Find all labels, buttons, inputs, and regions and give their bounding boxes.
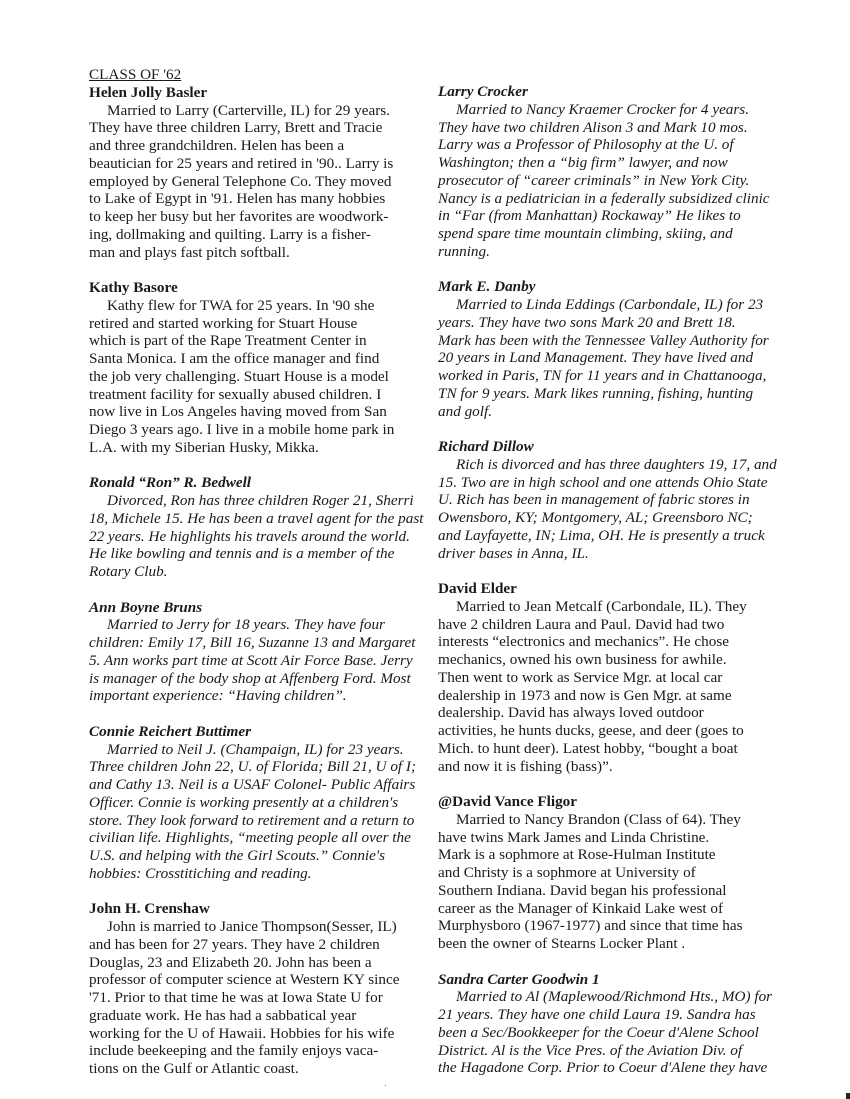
- bio-line: now live in Los Angeles having moved from San: [89, 403, 387, 421]
- bio-line: to Lake of Egypt in '91. Helen has many hobbies: [89, 190, 386, 208]
- bio-line: He like bowling and tennis and is a member of the: [89, 545, 395, 563]
- bio-line: Southern Indiana. David began his professional: [438, 881, 727, 899]
- classmate-name: Ann Boyne Bruns: [89, 598, 203, 616]
- classmate-entry: [438, 580, 778, 775]
- bio-line: employed by General Telephone Co. They moved: [89, 172, 392, 190]
- bio-line: include beekeeping and the family enjoys vaca-: [89, 1042, 379, 1060]
- left-entries: [89, 84, 429, 1078]
- bio-line: Then went to work as Service Mgr. at local car: [438, 668, 723, 686]
- bio-line: They have two children Alison 3 and Mark 10 mos.: [438, 118, 748, 136]
- bio-line: 18, Michele 15. He has been a travel agent for the past: [89, 509, 424, 527]
- bio-line: Santa Monica. I am the office manager and find: [89, 350, 380, 367]
- classmate-bio: [438, 598, 778, 776]
- bio-line: 22 years. He highlights his travels around the world.: [89, 527, 410, 545]
- bio-line: U. Rich has been in management of fabric stores in: [438, 491, 750, 509]
- classmate-entry: [438, 278, 778, 420]
- classmate-name: @David Vance Fligor: [438, 793, 578, 810]
- scan-edge-mark: [846, 1093, 850, 1099]
- right-column: [438, 83, 778, 1095]
- bio-line: is manager of the body shop at Affenberg Ford. Most: [89, 669, 411, 687]
- classmate-name: John H. Crenshaw: [89, 900, 210, 918]
- bio-line: Married to Jean Metcalf (Carbondale, IL). They: [456, 597, 747, 615]
- classmate-bio: [438, 101, 778, 261]
- class-header: CLASS OF '62: [89, 66, 182, 83]
- classmate-bio: [89, 616, 429, 705]
- bio-line: store. They look forward to retirement and a return to: [89, 811, 415, 829]
- bio-line: to keep her busy but her favorites are woodwork-: [89, 208, 389, 225]
- classmate-name: Sandra Carter Goodwin 1: [438, 970, 600, 988]
- classmate-bio: [438, 456, 778, 563]
- classmate-name: Kathy Basore: [89, 279, 178, 296]
- bio-line: and three grandchildren. Helen has been a: [89, 137, 345, 154]
- bio-line: professor of computer science at Western KY since: [89, 971, 400, 989]
- bio-line: '71. Prior to that time he was at Iowa State U for: [89, 989, 383, 1006]
- classmate-name: Helen Jolly Basler: [89, 83, 208, 101]
- classmate-entry: [89, 723, 429, 883]
- bio-line: have 2 children Laura and Paul. David had two: [438, 615, 725, 633]
- bio-line: worked in Paris, TN for 11 years and in Chattanooga,: [438, 367, 767, 384]
- classmate-entry: [89, 474, 429, 581]
- classmate-bio: [438, 811, 778, 953]
- bio-line: important experience: “Having children”.: [89, 687, 347, 705]
- bio-line: Larry was a Professor of Philosophy at the U. of: [438, 136, 734, 154]
- bio-line: They have three children Larry, Brett and Tracie: [89, 119, 383, 137]
- bio-line: and Cathy 13. Neil is a USAF Colonel- Public Affairs: [89, 776, 416, 793]
- bio-line: Murphysboro (1967-1977) and since that time has: [438, 917, 743, 935]
- bio-line: John is married to Janice Thompson(Sesser, IL): [107, 918, 397, 935]
- bio-line: dealership in 1973 and now is Gen Mgr. at same: [438, 686, 732, 704]
- classmate-bio: [89, 297, 429, 457]
- bio-line: Mich. to hunt deer). Latest hobby, “bought a boat: [438, 739, 738, 757]
- bio-line: working for the U of Hawaii. Hobbies for his wife: [89, 1024, 395, 1042]
- bio-line: which is part of the Rape Treatment Center in: [89, 332, 367, 350]
- classmate-bio: [438, 296, 778, 420]
- bio-line: activities, he hunts ducks, geese, and deer (goes to: [438, 722, 744, 739]
- bio-line: graduate work. He has had a sabbatical year: [89, 1006, 357, 1024]
- bio-line: man and plays fast pitch softball.: [89, 243, 290, 261]
- bio-line: Divorced, Ron has three children Roger 21, Sherri: [107, 492, 414, 509]
- stray-mark: [385, 1085, 386, 1086]
- bio-line: Married to Linda Eddings (Carbondale, IL) for 23: [456, 296, 764, 313]
- classmate-bio: [89, 102, 429, 262]
- classmate-entry: [438, 83, 778, 261]
- bio-line: Mark has been with the Tennessee Valley Authority for: [438, 331, 769, 349]
- bio-line: Kathy flew for TWA for 25 years. In '90 she: [107, 296, 375, 314]
- bio-line: the job very challenging. Stuart House is a model: [89, 367, 389, 385]
- bio-line: retired and started working for Stuart House: [89, 314, 358, 332]
- bio-line: and golf.: [438, 402, 493, 420]
- bio-line: Married to Neil J. (Champaign, IL) for 23 years.: [107, 740, 404, 758]
- classmate-name: Ronald “Ron” R. Bedwell: [89, 474, 252, 492]
- bio-line: Three children John 22, U. of Florida; Bill 21, U of I;: [89, 758, 417, 776]
- bio-line: dealership. David has always loved outdoor: [438, 704, 704, 722]
- bio-line: ing, dollmaking and quilting. Larry is a fisher-: [89, 225, 371, 243]
- bio-line: interests “electronics and mechanics”. He chose: [438, 633, 729, 651]
- bio-line: Married to Larry (Carterville, IL) for 29 years.: [107, 101, 390, 119]
- classmate-bio: [89, 918, 429, 1078]
- classmate-name: Connie Reichert Buttimer: [89, 722, 252, 740]
- bio-line: been the owner of Stearns Locker Plant .: [438, 935, 686, 952]
- classmate-name: Larry Crocker: [438, 83, 528, 100]
- bio-line: in “Far (from Manhattan) Rockaway” He likes to: [438, 207, 741, 225]
- bio-line: hobbies: Crosstitiching and reading.: [89, 864, 312, 882]
- bio-line: U.S. and helping with the Girl Scouts.” Connie's: [89, 847, 386, 864]
- bio-line: tions on the Gulf or Atlantic coast.: [89, 1060, 299, 1077]
- bio-line: beautician for 25 years and retired in '90.. Larry is: [89, 154, 394, 172]
- bio-line: Married to Jerry for 18 years. They have four: [107, 616, 385, 634]
- bio-line: and now it is fishing (bass)”.: [438, 757, 613, 775]
- bio-line: Officer. Connie is working presently at a children's: [89, 793, 399, 811]
- classmate-entry: [438, 438, 778, 562]
- bio-line: civilian life. Highlights, “meeting people all over the: [89, 829, 411, 847]
- bio-line: 15. Two are in high school and one attends Ohio State: [438, 473, 768, 491]
- bio-line: Nancy is a pediatrician in a federally subsidized clinic: [438, 189, 770, 207]
- bio-line: running.: [438, 242, 490, 260]
- bio-line: Douglas, 23 and Elizabeth 20. John has been a: [89, 953, 372, 971]
- bio-line: Diego 3 years ago. I live in a mobile home park in: [89, 421, 395, 438]
- bio-line: District. Al is the Vice Pres. of the Aviation Div. of: [438, 1041, 743, 1059]
- bio-line: and Christy is a sophmore at University of: [438, 864, 696, 881]
- classmate-entry: [89, 84, 429, 262]
- bio-line: Married to Nancy Brandon (Class of 64). They: [456, 810, 741, 828]
- bio-line: Rotary Club.: [89, 563, 168, 580]
- classmate-name: David Elder: [438, 580, 517, 597]
- bio-line: Rich is divorced and has three daughters 19, 17, and: [456, 455, 777, 473]
- bio-line: spend spare time mountain climbing, skiing, and: [438, 225, 733, 242]
- bio-line: years. They have two sons Mark 20 and Brett 18.: [438, 313, 736, 331]
- bio-line: and Layfayette, IN; Lima, OH. He is presently a truck: [438, 526, 765, 544]
- bio-line: children: Emily 17, Bill 16, Suzanne 13 and Margaret: [89, 634, 416, 651]
- bio-line: 21 years. They have one child Laura 19. Sandra has: [438, 1006, 756, 1023]
- classmate-bio: [89, 741, 429, 883]
- classmate-entry: [438, 971, 778, 1078]
- bio-line: Washington; then a “big firm” lawyer, and now: [438, 154, 728, 171]
- classmate-entry: [89, 900, 429, 1078]
- classmate-entry: [89, 599, 429, 706]
- bio-line: and has been for 27 years. They have 2 children: [89, 935, 380, 953]
- bio-line: driver bases in Anna, IL.: [438, 544, 589, 562]
- classmate-bio: [438, 988, 778, 1077]
- bio-line: Married to Al (Maplewood/Richmond Hts., MO) for: [456, 988, 773, 1006]
- bio-line: treatment facility for sexually abused children. I: [89, 385, 382, 403]
- left-column: [89, 66, 429, 1096]
- right-entries: [438, 83, 778, 1077]
- classmate-entry: [89, 279, 429, 457]
- classmate-entry: [438, 793, 778, 953]
- bio-line: been a Sec/Bookkeeper for the Coeur d'Alene School: [438, 1023, 759, 1041]
- classmate-name: Mark E. Danby: [438, 278, 536, 296]
- bio-line: Married to Nancy Kraemer Crocker for 4 years.: [456, 100, 750, 118]
- bio-line: prosecutor of “career criminals” in New York City.: [438, 171, 750, 189]
- bio-line: the Hagadone Corp. Prior to Coeur d'Alene they have: [438, 1059, 768, 1077]
- bio-line: 5. Ann works part time at Scott Air Force Base. Jerry: [89, 651, 413, 669]
- bio-line: have twins Mark James and Linda Christine.: [438, 828, 710, 846]
- bio-line: 20 years in Land Management. They have lived and: [438, 349, 754, 367]
- bio-line: career as the Manager of Kinkaid Lake west of: [438, 899, 724, 917]
- bio-line: L.A. with my Siberian Husky, Mikka.: [89, 438, 319, 456]
- bio-line: Owensboro, KY; Montgomery, AL; Greensboro NC;: [438, 509, 753, 526]
- bio-line: mechanics, owned his own business for awhile.: [438, 651, 727, 668]
- bio-line: TN for 9 years. Mark likes running, fishing, hunting: [438, 384, 754, 402]
- classmate-bio: [89, 492, 429, 581]
- classmate-name: Richard Dillow: [438, 438, 534, 455]
- bio-line: Mark is a sophmore at Rose-Hulman Institute: [438, 846, 716, 864]
